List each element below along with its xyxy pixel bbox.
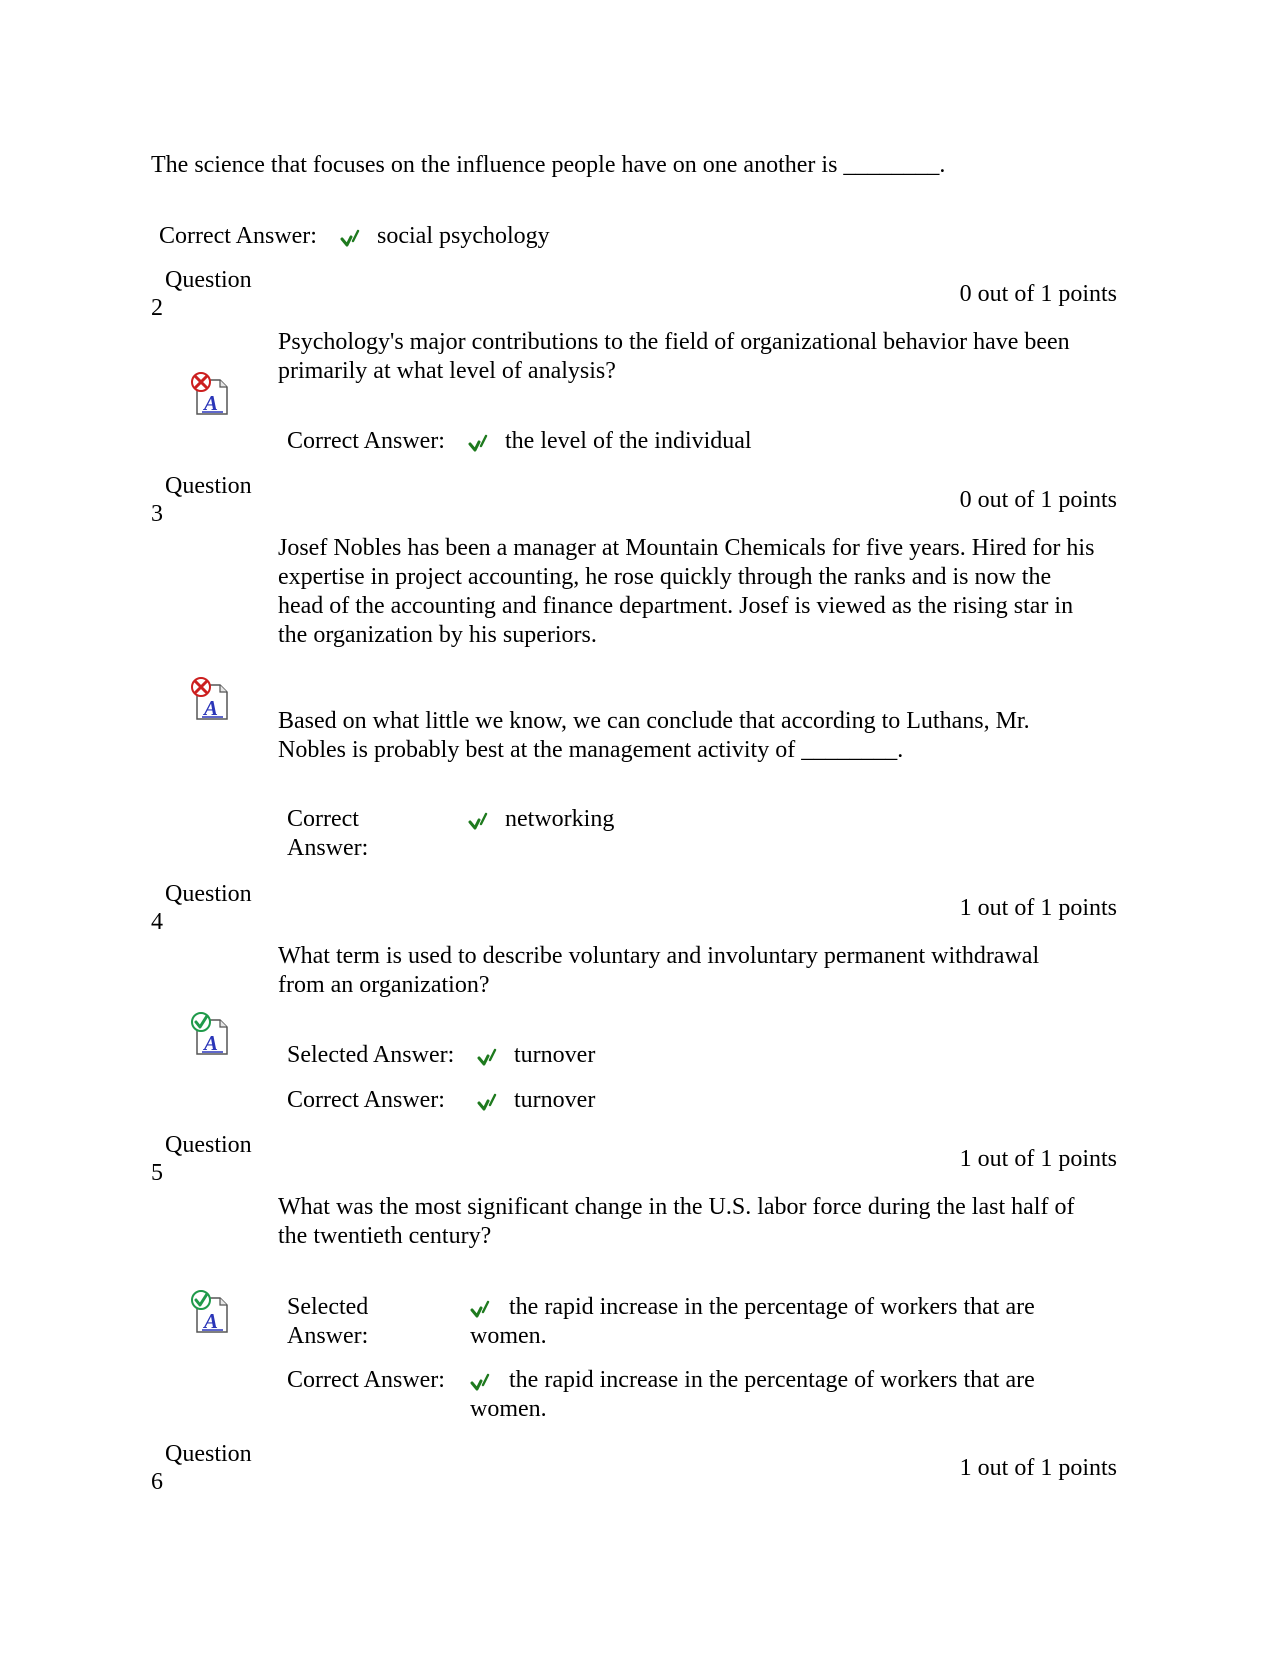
incorrect-answer-icon — [189, 675, 231, 721]
check-icon — [340, 228, 362, 248]
question-2-points: 0 out of 1 points — [959, 281, 1117, 307]
question-5-correct-value-line2: women. — [470, 1396, 547, 1422]
question-6-points: 1 out of 1 points — [959, 1455, 1117, 1481]
question-2-correct-value: the level of the individual — [505, 428, 752, 454]
question-2-label: Question — [165, 267, 252, 293]
correct-answer-icon — [189, 1288, 231, 1334]
question-1-correct-value: social psychology — [377, 223, 550, 249]
check-icon — [477, 1092, 499, 1112]
question-6-label: Question — [165, 1441, 252, 1467]
correct-answer-icon — [189, 1010, 231, 1056]
question-4-selected-label: Selected Answer: — [287, 1042, 455, 1068]
question-3-points: 0 out of 1 points — [959, 487, 1117, 513]
question-3-question-text: Based on what little we know, we can conclude that according to Luthans, Mr. Nobles is probably best at the management activity of ________. — [278, 708, 1030, 763]
question-4-points: 1 out of 1 points — [959, 895, 1117, 921]
incorrect-answer-icon — [189, 370, 231, 416]
question-3-number: 3 — [151, 501, 163, 527]
question-4-selected-value: turnover — [514, 1042, 596, 1068]
question-1-correct-label: Correct Answer: — [159, 223, 317, 249]
question-5-points: 1 out of 1 points — [959, 1146, 1117, 1172]
question-5-selected-value-line2: women. — [470, 1323, 547, 1349]
check-icon — [477, 1047, 499, 1067]
check-icon — [468, 811, 490, 831]
question-4-correct-label: Correct Answer: — [287, 1087, 445, 1113]
question-2-number: 2 — [151, 295, 163, 321]
question-3-correct-label-line1: Correct — [287, 806, 359, 832]
question-4-correct-value: turnover — [514, 1087, 596, 1113]
question-2-correct-label: Correct Answer: — [287, 428, 445, 454]
question-2-text: Psychology's major contributions to the field of organizational behavior have been primarily at what level of analysis? — [278, 329, 1070, 384]
question-5-number: 5 — [151, 1160, 163, 1186]
question-4-label: Question — [165, 881, 252, 907]
question-1-text: The science that focuses on the influence people have on one another is ________. — [151, 152, 946, 178]
question-3-correct-label-line2: Answer: — [287, 835, 369, 861]
question-3-scenario-text: Josef Nobles has been a manager at Mountain Chemicals for five years. Hired for his expertise in project accounting, he rose quickly through the ranks and is now the head of the accounting and finance department. Josef is viewed as the rising star in the organization by his superiors. — [278, 535, 1095, 648]
question-5-correct-label: Correct Answer: — [287, 1367, 445, 1393]
question-5-selected-label-line2: Answer: — [287, 1323, 369, 1349]
check-icon — [468, 433, 490, 453]
question-5-selected-value-line1: the rapid increase in the percentage of workers that are — [509, 1294, 1035, 1320]
question-5-correct-value-line1: the rapid increase in the percentage of workers that are — [509, 1367, 1035, 1393]
question-4-number: 4 — [151, 909, 163, 935]
question-6-number: 6 — [151, 1469, 163, 1495]
question-3-label: Question — [165, 473, 252, 499]
question-5-selected-label-line1: Selected — [287, 1294, 369, 1320]
check-icon — [470, 1299, 492, 1319]
question-4-text: What term is used to describe voluntary and involuntary permanent withdrawal from an organization? — [278, 943, 1040, 998]
question-5-label: Question — [165, 1132, 252, 1158]
question-3-correct-value: networking — [505, 806, 615, 832]
check-icon — [470, 1372, 492, 1392]
question-5-text: What was the most significant change in the U.S. labor force during the last half of the twentieth century? — [278, 1194, 1075, 1249]
